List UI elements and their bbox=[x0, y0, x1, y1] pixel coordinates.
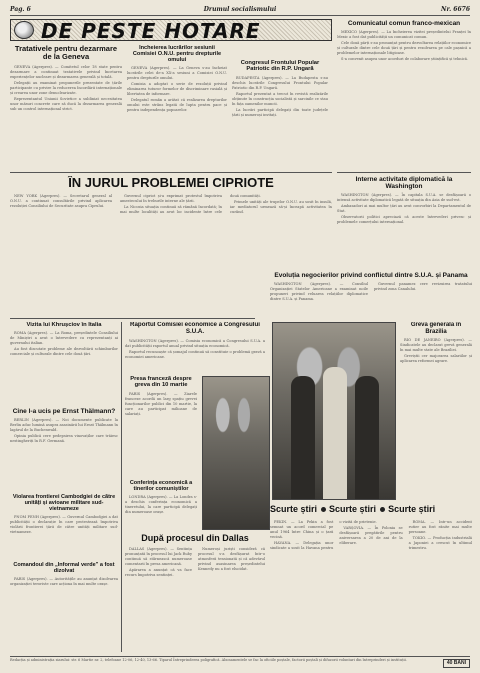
brief-item: PEKIN. — La Pekin a fost semnat un acord comercial pe anul 1964 între China și o țară vecină. bbox=[270, 520, 334, 539]
article-french-press bbox=[125, 376, 197, 476]
article-body: NEW YORK (Agerpres). — Secretarul general al O.N.U. a continuat consultările privind aplicarea rezoluției Consiliului de Securitate asupra Ciprului. Guvernul cipriot și-a exprimat protestul împotriva amestecului în treburile interne ale țării. La Nicosia situația continuă să rămână încordată; în mai multe localități au avut loc incidente între cele două comunități. Primele unități ale trupelor O.N.U. au sosit în insulă, iar mediatorul urmează să-și înceapă activitatea în curând. bbox=[10, 194, 332, 215]
article-cambodia bbox=[10, 494, 118, 556]
imprint-footer bbox=[10, 656, 470, 668]
news-photo-left bbox=[202, 376, 270, 530]
section-title: DE PESTE HOTARE bbox=[41, 19, 261, 43]
price-box: 40 BANI bbox=[443, 659, 470, 668]
article-youth-conference bbox=[125, 480, 197, 530]
headline: Presa franceză despre greva din 10 martie bbox=[130, 376, 192, 389]
brief-item: ROMA. — Intr-un accident rutier au fost rănite mai multe persoane. bbox=[408, 520, 472, 534]
article-body: GENEVA (Agerpres). — Comitetul celor 18 state pentru dezarmare a continuat tratativele privind încetarea experiențelor nucleare și dezarmarea generală și totală. Delegații au examinat propunerile prezentate de țările participante cu privire la reducerea încordării internaționale și crearea unor zone denuclearizate. Reprezentantul Uniunii Sovietice a subliniat necesitatea unor măsuri concrete care să ducă la dezarmarea generală sub un control internațional strict. bbox=[10, 64, 122, 111]
bullet-icon bbox=[321, 507, 326, 512]
photo-figure bbox=[323, 367, 347, 499]
headline: Comunicatul comun franco-mexican bbox=[347, 20, 461, 27]
article-franco-mexican bbox=[337, 20, 471, 170]
photo-figure bbox=[291, 376, 315, 499]
headline: Tratativele pentru dezarmare de la Geneva bbox=[14, 45, 118, 62]
article-body: DALLAS (Agerpres). — Sentința pronunțată în procesul lui Jack Ruby continuă să stârnească numeroase comentarii în presa americană. Apărarea a anunțat că va face recurs împotriva sentinței. Numeroși juriști consideră că procesul s-a desfășurat într-o atmosferă tensionată și că adevărul privind asasinarea președintelui Kennedy nu a fost elucidat. bbox=[125, 546, 265, 577]
article-geneva bbox=[10, 45, 122, 155]
brief-item: TOKIO. — Producția industrială a Japoniei a crescut în ultimul trimestru. bbox=[408, 536, 472, 550]
article-body: GENEVA (Agerpres). — La Geneva s-au încheiat lucrările celei de-a XX-a sesiuni a Comisiei O.N.U. pentru drepturile omului. Comisia a adoptat o serie de rezoluții privind eliminarea tuturor formelor de discriminare rasială și libertatea de informare. Delegatul român a arătat că realizarea drepturilor omului este strâns legată de lupta pentru pace și pentru independența popoarelor. bbox=[127, 66, 227, 113]
headline: Congresul Frontului Popular Patriotic din R.P. Ungară bbox=[240, 60, 320, 73]
running-header bbox=[10, 4, 470, 16]
article-body: PARIS (Agerpres). — Autoritățile au anunțat dizolvarea organizației teroriste care acționa în mai multe orașe. bbox=[10, 577, 118, 587]
article-dallas bbox=[125, 534, 265, 652]
headline: Evoluția negocierilor privind conflictul dintre S.U.A. și Panama bbox=[274, 272, 468, 279]
headline: Comandoul din „Informal verde” a fost dizolvat bbox=[13, 562, 115, 575]
divider bbox=[10, 172, 332, 173]
column-rule bbox=[121, 322, 122, 652]
article-human-rights bbox=[127, 45, 227, 165]
article-body: PARIS (Agerpres). — Ziarele franceze acordă un larg spațiu grevei funcționarilor publici din 10 martie, la care au participat milioane de salariați. bbox=[125, 391, 197, 416]
article-body: MEXICO (Agerpres). — La încheierea vizitei președintelui Franței în Mexic a fost dat publicității un comunicat comun. Cele două părți s-au pronunțat pentru dezvoltarea relațiilor economice și culturale dintre cele două țări și pentru rezolvarea pe cale pașnică a problemelor internaționale litigioase. S-a convenit asupra unor acorduri de colaborare științifică și tehnică. bbox=[337, 30, 471, 62]
newspaper-name: Drumul socialismului bbox=[203, 6, 277, 13]
briefs-banner bbox=[270, 504, 472, 518]
brief-item: HAVANA. — Delegația unor sindicate a sosit la Havana pentru o vizită de prietenie. bbox=[270, 520, 377, 550]
article-hungary-congress bbox=[232, 60, 328, 170]
bullet-icon bbox=[380, 507, 385, 512]
article-body: BERLIN (Agerpres). — Noi documente publicate la Berlin aduc lumină asupra asasinării lui Ernst Thälmann în lagărul de la Buchenwald. Opinia publică cere pedepsirea vinovaților care trăiesc nestingheriți în R.F. Germană. bbox=[10, 418, 118, 444]
divider bbox=[10, 318, 255, 319]
headline: După procesul din Dallas bbox=[141, 534, 249, 543]
headline: Grevă generală în Brazilia bbox=[410, 322, 462, 335]
article-body: ROMA (Agerpres). — La Roma, președintele Consiliului de Miniștri a avut o întrevedere cu reprezentanți ai guvernului italian. Au fost discutate probleme ale dezvoltării schimburilor comerciale și culturale dintre cele două țări. bbox=[10, 331, 118, 357]
briefs-label: Scurte știri bbox=[388, 504, 436, 514]
article-body: RIO DE JANEIRO (Agerpres). — Sindicatele au declarat grevă generală în mai multe state ale Braziliei. Greviștii cer majorarea salariilor și aplicarea reformei agrare. bbox=[400, 338, 472, 364]
briefs-label: Scurte știri bbox=[270, 504, 318, 514]
article-body: BUDAPESTA (Agerpres). — La Budapesta s-au deschis lucrările Congresului Frontului Popular Patriotic din R.P. Ungară. Raportul prezentat a trecut în revistă realizările obținute în construcția socialistă și sarcinile ce stau în fața oamenilor muncii. La lucrări participă delegați din toate județele țării și numeroși invitați. bbox=[232, 75, 328, 117]
page-number: Pag. 6 bbox=[10, 6, 31, 13]
headline: Cine l-a ucis pe Ernst Thälmann? bbox=[12, 408, 116, 415]
news-photo bbox=[272, 322, 396, 500]
article-commando bbox=[10, 562, 118, 652]
article-panama bbox=[270, 272, 472, 318]
divider bbox=[337, 172, 471, 173]
briefs-label: Scurte știri bbox=[329, 504, 377, 514]
headline: Încheierea lucrărilor sesiunii Comisiei O.N.U. pentru drepturile omului bbox=[132, 45, 222, 64]
section-masthead bbox=[10, 19, 332, 41]
headline: Violarea frontierei Cambodgiei de către unități și avioane militare sud-vietnameze bbox=[12, 494, 116, 513]
headline: Raportul Comisiei economice a Congresului S.U.A. bbox=[130, 322, 260, 335]
article-khrushchev-italy bbox=[10, 322, 118, 402]
article-body: WASHINGTON (Agerpres). — Comisia economică a Congresului S.U.A. a dat publicității raportul anual privind situația economică. Raportul recunoaște că șomajul continuă să constituie o problemă gravă a economiei americane. bbox=[125, 338, 265, 359]
article-thalmann bbox=[10, 408, 118, 488]
headline: ÎN JURUL PROBLEMEI CIPRIOTE bbox=[68, 176, 274, 190]
imprint-text: Redacția și administrația ziarului: str. 6 Martie nr. 2, telefoane 12-06, 12-40, 13-66. Tiparul Întreprinderea poligrafică. Abonamentele se fac la oficiile poștale, factorii poștali și difuzorii voluntari din întreprinderi și instituții. bbox=[10, 658, 407, 662]
briefs-list bbox=[270, 520, 472, 652]
globe-icon bbox=[14, 21, 34, 39]
article-congress-economic bbox=[125, 322, 265, 370]
article-body: LONDRA (Agerpres). — La Londra s-a deschis conferința economică a tineretului, la care participă delegați din numeroase orașe. bbox=[125, 495, 197, 515]
issue-number: Nr. 6676 bbox=[441, 6, 470, 13]
article-body: PNOM PENH (Agerpres). — Guvernul Cambodgiei a dat publicității o declarație în care protestează împotriva violării frontierei țării de către unități militare sud-vietnameze. bbox=[10, 515, 118, 535]
photo-figure bbox=[355, 376, 379, 499]
article-washington bbox=[337, 176, 471, 268]
headline: Interne activitate diplomatică la Washington bbox=[355, 176, 453, 191]
brief-item: VARȘOVIA. — În Polonia se desfășoară pregătirile pentru aniversarea a 20 de ani de la eliberare. bbox=[339, 526, 403, 545]
headline: Vizita lui Khrușciov în Italia bbox=[26, 322, 102, 328]
headline: Conferința economică a tinerilor comuniștilor bbox=[129, 480, 193, 493]
article-body: WASHINGTON (Agerpres). — În capitala S.U.A. se desfășoară o intensă activitate diplomatică legată de situația din Asia de sud-est. Ambasadori ai mai multor țări au avut convorbiri la Departamentul de Stat. Observatorii politici apreciază că aceste întrevederi privesc și problemele comerțului internațional. bbox=[337, 193, 471, 225]
article-brazil-strike bbox=[400, 322, 472, 502]
article-body: WASHINGTON (Agerpres). — Consiliul Organizației Statelor Americane a examinat noile propuneri privind reluarea relațiilor diplomatice dintre S.U.A. și Panama. Guvernul panamez cere revizuirea tratatului privind zona Canalului. bbox=[270, 282, 472, 302]
